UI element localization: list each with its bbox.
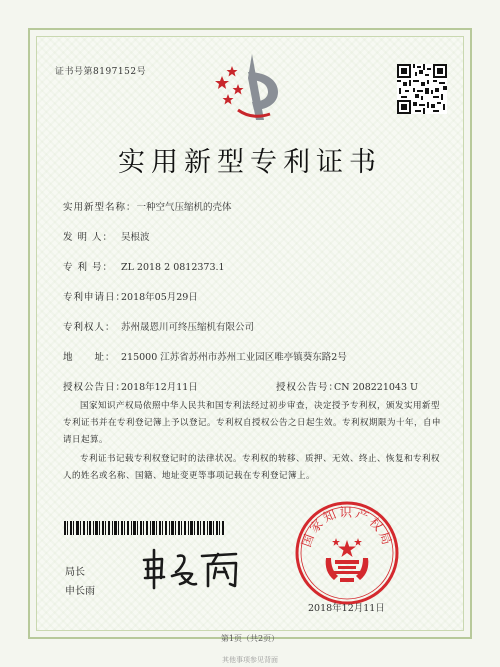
field-value: CN 208221043 U — [334, 382, 419, 393]
chief-name: 申长雨 — [65, 586, 95, 597]
field-label: 实用新型名称： — [63, 202, 137, 213]
chief-title: 局长 — [65, 567, 85, 578]
certificate-title: 实用新型专利证书 — [118, 147, 382, 178]
field-value: 2018年12月11日 — [121, 382, 198, 393]
field-label: 专 利 号： — [63, 262, 114, 273]
bottom-note: 其他事项参见背面 — [222, 656, 278, 664]
field-grant-announcement-date — [63, 379, 198, 393]
field-label: 授权公告日： — [63, 382, 127, 393]
field-application-date — [63, 289, 198, 303]
qr-code-icon — [397, 64, 447, 114]
field-label: 发 明 人： — [63, 232, 114, 243]
cnipa-emblem-icon — [208, 50, 286, 122]
seal-text: 国家知识产权局 — [298, 504, 396, 549]
field-patentee — [63, 319, 254, 333]
legal-status-paragraph: 专利证书记载专利权登记时的法律状况。专利权的转移、质押、无效、终止、恢复和专利权人的姓名或名称、国籍、地址变更等事项记载在专利登记簿上。 — [63, 454, 441, 481]
field-label: 授权公告号： — [276, 382, 340, 393]
field-label: 专利申请日： — [63, 292, 127, 303]
field-value: 215000 江苏省苏州市苏州工业园区唯亭镇葵东路2号 — [121, 352, 347, 363]
field-value: ZL 2018 2 0812373.1 — [121, 262, 225, 273]
field-label: 地 址： — [63, 352, 116, 363]
field-value: 2018年05月29日 — [121, 292, 198, 303]
certificate-number: 证书号第8197152号 — [55, 67, 147, 77]
barcode-icon — [64, 521, 224, 535]
field-patent-number — [63, 259, 225, 273]
grant-statement-paragraph: 国家知识产权局依照中华人民共和国专利法经过初步审查，决定授予专利权，颁发实用新型专利证书并在专利登记簿上予以登记。专利权自授权公告之日起生效。专利权期限为十年，自申请日起算。 — [63, 401, 442, 445]
field-value: 苏州晟恩川可终压缩机有限公司 — [121, 322, 255, 333]
field-address — [63, 349, 347, 363]
field-label: 专利权人： — [63, 322, 116, 333]
official-seal-icon — [294, 500, 400, 606]
seal-date: 2018年12月11日 — [308, 603, 385, 614]
field-inventor — [63, 229, 150, 243]
field-grant-announcement-number — [276, 379, 418, 393]
page-number: 第1页（共2页） — [220, 634, 280, 643]
field-value: 一种空气压缩机的壳体 — [136, 202, 232, 213]
signature-icon — [138, 546, 250, 594]
field-value: 吴根波 — [121, 232, 150, 243]
field-utility-model-name — [63, 199, 232, 213]
